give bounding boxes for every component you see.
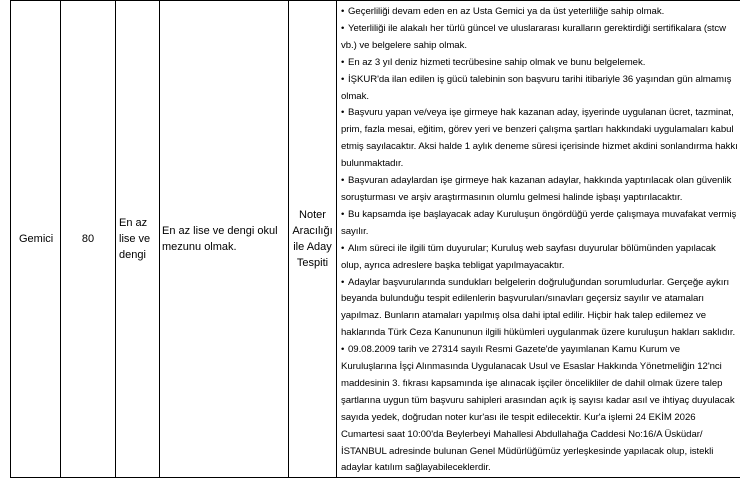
- position-title-cell: Gemici: [11, 1, 61, 478]
- bullet-icon: •: [341, 72, 348, 89]
- bullet-icon: •: [341, 275, 348, 292]
- bullet-icon: •: [341, 105, 348, 122]
- bullet-icon: •: [341, 4, 348, 21]
- job-listing-table: [10, 0, 740, 478]
- requirement-item: • Başvuran adaylardan işe girmeye hak kazanan adaylar, hakkında yaptırılacak olan güvenlik soruşturması ve arşiv araştırmasının olumlu gelmesi halinde işbaşı yaptırılacaktır.: [341, 173, 738, 207]
- requirement-item: • 09.08.2009 tarih ve 27314 sayılı Resmi Gazete'de yayımlanan Kamu Kurum ve Kuruluşlarına İşçi Alınmasında Uygulanacak Usul ve Esaslar Hakkında Yönetmeliğin 12'nci maddesinin 3. fıkrası kapsamında işe alınacak işçiler öncelikliler de dahil olmak üzere talep şartlarına uygun tüm başvuru sahipleri arasından açık iş sayısı kadar asıl ve ihtiyaç duyulacak sayıda yedek, doğrudan noter kur'ası ile tespit edilecektir. Kur'a işlemi 24 EKİM 2026 Cumartesi saat 10:00'da Beylerbeyi Mahallesi Abdullahağa Caddesi No:16/A Üsküdar/İSTANBUL adresinde bulunan Genel Müdürlüğümüz yerleşkesinde yapılacak olup, istekli adaylar katılım sağlayabileceklerdir.: [341, 342, 738, 477]
- selection-method-cell: Noter Aracılığı ile Aday Tespiti: [289, 1, 337, 478]
- table-row: [11, 1, 740, 478]
- bullet-icon: •: [341, 21, 348, 38]
- bullet-icon: •: [341, 207, 348, 224]
- bullet-icon: •: [341, 55, 348, 72]
- requirement-item: • Bu kapsamda işe başlayacak aday Kuruluşun öngördüğü yerde çalışmaya muvafakat vermiş sayılır.: [341, 207, 738, 241]
- requirement-item: • Geçerliliği devam eden en az Usta Gemici ya da üst yeterliliğe sahip olmak.: [341, 4, 738, 21]
- education-level-cell: En az lise ve dengi: [116, 1, 160, 478]
- bullet-icon: •: [341, 173, 348, 190]
- requirement-item: • Adaylar başvurularında sundukları belgelerin doğruluğundan sorumludurlar. Gerçeğe aykırı beyanda bulunduğu tespit edilenlerin başvuruları/sınavları geçersiz sayılır ve atamaları yapılmaz. Bunların atamaları yapılmış olsa dahi iptal edilir. Hiçbir hak talep edilemez ve haklarında Türk Ceza Kanununun ilgili hükümleri uygulanmak üzere kuruluşun hakları saklıdır.: [341, 275, 738, 343]
- bullet-icon: •: [341, 342, 348, 359]
- requirement-item: • İŞKUR'da ilan edilen iş gücü talebinin son başvuru tarihi itibariyle 36 yaşından gün almamış olmak.: [341, 72, 738, 106]
- requirement-item: • Yeterliliği ile alakalı her türlü güncel ve uluslararası kuralların gerektirdiği sertifikalara (stcw vb.) ve belgelere sahip olmak.: [341, 21, 738, 55]
- department-cell: En az lise ve dengi okul mezunu olmak.: [160, 1, 289, 478]
- bullet-icon: •: [341, 241, 348, 258]
- requirement-item: • Başvuru yapan ve/veya işe girmeye hak kazanan aday, işyerinde uygulanan ücret, tazminat, prim, fazla mesai, eğitim, görev yeri ve benzeri çalışma şartları hakkındaki uygulamaları kabul etmiş sayılacaktır. Aksi halde 1 aylık deneme süresi içerisinde hizmet akdini sonlandırma hakkı bulunmaktadır.: [341, 105, 738, 173]
- requirement-item: • Alım süreci ile ilgili tüm duyurular; Kuruluş web sayfası duyurular bölümünden yapılacak olup, ayrıca adreslere başka tebligat yapılmayacaktır.: [341, 241, 738, 275]
- requirement-item: • En az 3 yıl deniz hizmeti tecrübesine sahip olmak ve bunu belgelemek.: [341, 55, 738, 72]
- requirements-list: [337, 1, 740, 477]
- position-count-cell: 80: [61, 1, 116, 478]
- requirements-cell: [337, 1, 740, 478]
